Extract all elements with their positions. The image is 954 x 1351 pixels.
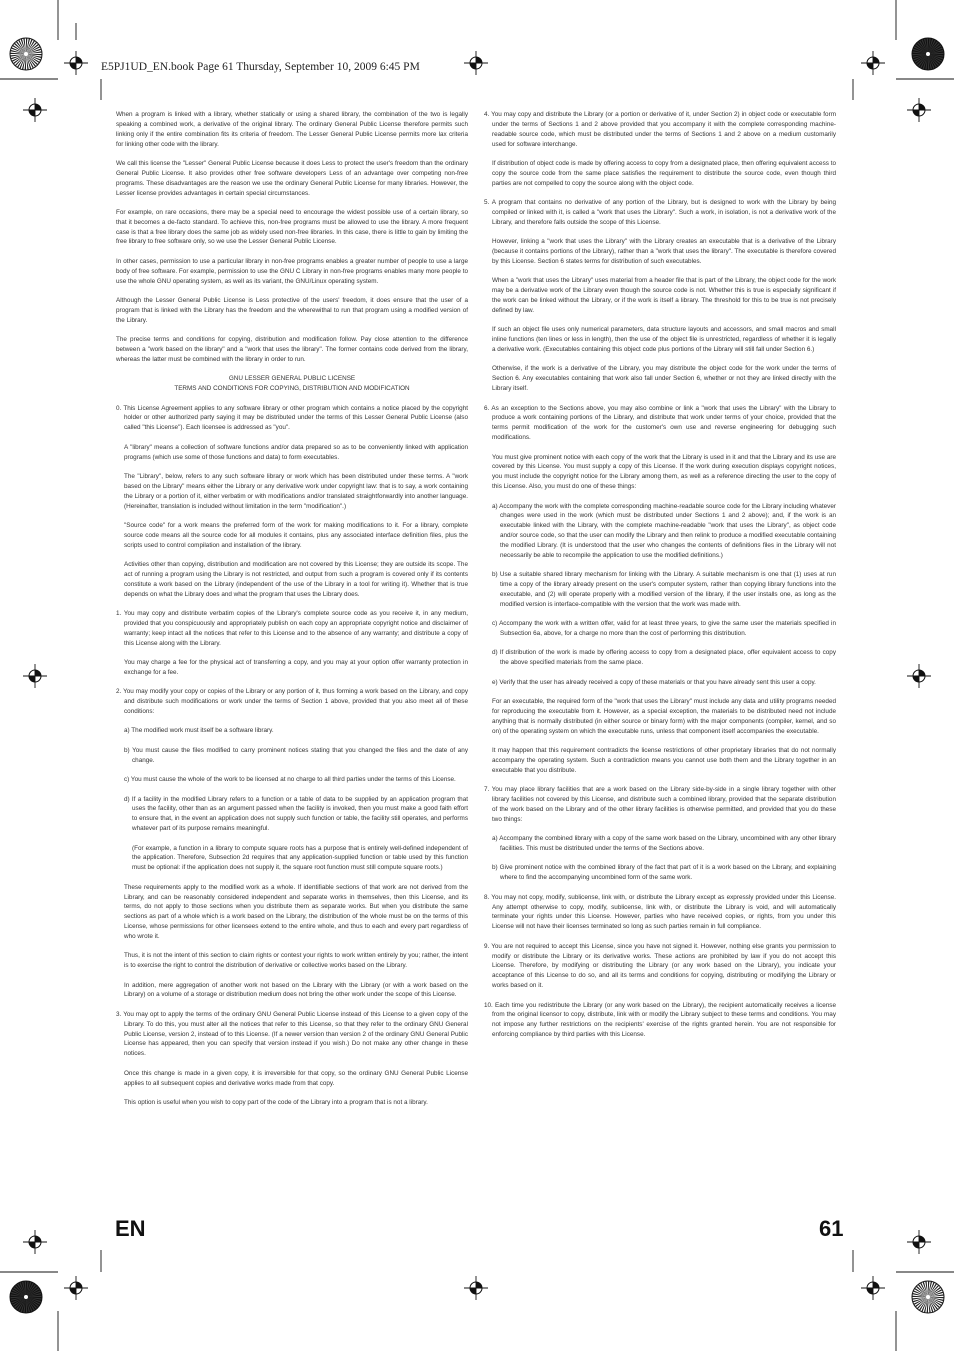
license-paragraph: Although the Lesser General Public License is Less protective of the users' freedom, it does ensure that the user of a program that is linked with the Library has the freedom and the wherewithal to run that program using a modified version of the Library. [116, 297, 468, 324]
license-paragraph: c) You must cause the whole of the work to be licensed at no charge to all third parties under the terms of this License. [124, 776, 456, 784]
crosshair-quadrant [35, 670, 41, 676]
crosshair-quadrant [867, 1288, 873, 1294]
crosshair-quadrant [35, 104, 41, 110]
crosshair-quadrant [29, 676, 35, 682]
license-paragraph: 5. A program that contains no derivative of any portion of the Library, but is designed to work with the Library by being compiled or linked with it, is called a "work that uses the Library". Such a work, in isolation, is not a derivative work of the Library, and therefore falls outside the scope of this License. [484, 199, 836, 226]
left-column [116, 110, 468, 1117]
crosshair-quadrant [35, 1236, 41, 1242]
license-paragraph: 7. You may place library facilities that are a work based on the Library side-by-side in a single library together with other library facilities not covered by this License, and distribute such a combined library, provided that the separate distribution of the work based on the Library and of the other library facilities is otherwise permitted, and provided that you do these two things: [484, 786, 836, 823]
crosshair-quadrant [470, 1288, 476, 1294]
license-paragraph: "Source code" for a work means the preferred form of the work for making modifications to it. For a library, complete source code means all the source code for all modules it contains, plus any associated interface definition files, plus the scripts used to control compilation and installation of the library. [124, 521, 468, 549]
license-paragraph: Once this change is made in a given copy, it is irreversible for that copy, so the ordinary GNU General Public License applies to all subsequent copies and derivative works made from that copy. [124, 1069, 468, 1087]
license-paragraph: For example, on rare occasions, there may be a special need to encourage the widest possible use of a certain library, so that it becomes a de-facto standard. To achieve this, non-free programs must be allowed to use the library. A more frequent case is that a free library does the same job as widely used non-free libraries. In this case, there is little to gain by limiting the free library to free software only, so we use the Lesser General Public License. [116, 208, 468, 246]
starburst-center [926, 52, 930, 56]
license-paragraph: Otherwise, if the work is a derivative of the Library, you may distribute the object code for the work under the terms of Section 6. Any executables containing that work also fall under Section 6, whether or not they are linked directly with the Library itself. [492, 365, 836, 393]
license-paragraph: 2. You may modify your copy or copies of the Library or any portion of it, thus forming a work based on the Library, and copy and distribute such modifications or work under the terms of Section 1 above, provided that you also meet all of these conditions: [116, 688, 468, 715]
license-paragraph: In other cases, permission to use a particular library in non-free programs enables a greater number of people to use a large body of free software. For example, permission to use the GNU C Library in non-free programs enables many more people to use the whole GNU operating system, as well as its variant, the GNU/Linux operating system. [116, 257, 468, 285]
license-paragraph: For an executable, the required form of the "work that uses the Library" must include any data and utility programs needed for reproducing the executable from it. However, as a special exception, the materials to be distributed need not include anything that is normally distributed (in either source or binary form) with the major components (compiler, kernel, and so on) of the operating system on which the executable runs, unless that component itself accompanies the executable. [492, 698, 836, 735]
crosshair-quadrant [29, 1242, 35, 1248]
crosshair-quadrant [476, 1282, 482, 1288]
license-paragraph: If distribution of object code is made by offering access to copy from a designated place, then offering equivalent access to copy the source code from the same place satisfies the requirement to distribute the source code, even though third parties are not compelled to copy the source along with the object code. [492, 159, 836, 187]
license-paragraph: d) If a facility in the modified Library refers to a function or a table of data to be supplied by an application program that uses the facility, other than as an argument passed when the facility is invoked, then you must make a good faith effort to ensure that, in the event an application does not supply such function or table, the facility still operates, and performs whatever part of its purpose remains meaningful. [124, 795, 468, 833]
license-paragraph: In addition, mere aggregation of another work not based on the Library with the Library (or with a work based on the Library) on a volume of a storage or distribution medium does not bring the other work under the scope of this License. [124, 981, 468, 999]
license-paragraph: 8. You may not copy, modify, sublicense, link with, or distribute the Library except as expressly provided under this License. Any attempt otherwise to copy, modify, sublicense, link with, or distribute the Library is void, and will automatically terminate your rights under this License. However, parties who have received copies, or rights, from you under this License will not have their licenses terminated so long as such parties remain in full compliance. [484, 893, 836, 931]
license-paragraph: You may charge a fee for the physical act of transferring a copy, and you may at your option offer warranty protection in exchange for a fee. [124, 659, 468, 676]
crosshair-quadrant [919, 1236, 925, 1242]
license-paragraph: 1. You may copy and distribute verbatim copies of the Library's complete source code as you receive it, in any medium, provided that you conspicuously and appropriately publish on each copy an appropriate copyright notice and disclaimer of warranty; keep intact all the notices that refer to this License and to the absence of any warranty; and distribute a copy of this License along with the Library. [116, 610, 468, 647]
crosshair-quadrant [70, 63, 76, 69]
license-paragraph: We call this license the "Lesser" General Public License because it does Less to protect the user's freedom than the ordinary General Public License. It also provides other free software developers Less of an advantage over competing non-free programs. These disadvantages are the reason we use the ordinary General Public License for many libraries. However, the Lesser license provides advantages in certain special circumstances. [116, 159, 468, 197]
license-paragraph: It may happen that this requirement contradicts the license restrictions of other proprietary libraries that do not normally accompany the operating system. Such a contradiction means you cannot use both them and the Library together in an executable that you distribute. [492, 747, 836, 774]
crosshair-quadrant [76, 57, 82, 63]
license-paragraph: If such an object file uses only numerical parameters, data structure layouts and accessors, and small macros and small inline functions (ten lines or less in length), then the use of the object file is unrestricted, regardless of whether it is legally a derivative work. (Executables containing this object code plus portions of the Library will still fall under Section 6.) [492, 326, 836, 353]
language-label: EN [115, 1216, 146, 1241]
book-info-header: E5PJ1UD_EN.book Page 61 Thursday, September 10, 2009 6:45 PM [101, 61, 420, 73]
license-paragraph: 9. You are not required to accept this License, since you have not signed it. However, nothing else grants you permission to modify or distribute the Library or its derivative works. These actions are prohibited by law if you do not accept this License. Therefore, by modifying or distributing the Library (or any work based on the Library), you indicate your acceptance of this License to do so, and all its terms and conditions for copying, distributing or modifying the Library or works based on it. [484, 942, 836, 990]
license-paragraph: A "library" means a collection of software functions and/or data prepared so as to be conveniently linked with application programs (which use some of those functions and data) to form executables. [124, 443, 468, 461]
license-paragraph: a) Accompany the combined library with a copy of the same work based on the Library, uncombined with any other library facilities. This must be distributed under the terms of the Sections above. [492, 835, 836, 853]
license-paragraph: c) Accompany the work with a written offer, valid for at least three years, to give the same user the materials specified in Subsection 6a, above, for a charge no more than the cost of performing this distribution. [492, 620, 836, 637]
starburst-center [24, 52, 28, 56]
license-paragraph: 10. Each time you redistribute the Library (or any work based on the Library), the recipient automatically receives a license from the original licensor to copy, distribute, link with or modify the Library subject to these terms and conditions. You may not impose any further restrictions on the recipients' exercise of the rights granted herein. You are not responsible for enforcing compliance by third parties with this License. [484, 1001, 836, 1039]
license-paragraph: a) Accompany the work with the complete corresponding machine-readable source code for the Library including whatever changes were used in the work (which must be distributed under Sections 1 and 2 above); and, if the work is an executable linked with the Library, with the complete machine-readable "work that uses the Library", as object code and/or source code, so that the user can modify the Library and then relink to produce a modified executable containing the modified Library. (It is understood that the user who changes the contents of definitions files in the Library will not necessarily be able to recompile the application to use the modified definitions.) [492, 502, 836, 559]
right-column [484, 110, 836, 1050]
crosshair-quadrant [476, 57, 482, 63]
license-paragraph: 0. This License Agreement applies to any software library or other program which contains a notice placed by the copyright holder or other authorized party saying it may be distributed under the terms of this Lesser General Public License (also called "this License"). Each licensee is addressed as "you". [116, 404, 468, 432]
crosshair-quadrant [913, 676, 919, 682]
license-paragraph: The precise terms and conditions for copying, distribution and modification follow. Pay close attention to the difference between a "work based on the library" and a "work that uses the library". The former contains code derived from the library, whereas the latter must be combined with the library in order to run. [116, 336, 468, 363]
crosshair-quadrant [873, 57, 879, 63]
page-number: 61 [819, 1216, 844, 1241]
crosshair-quadrant [76, 1282, 82, 1288]
crosshair-quadrant [29, 110, 35, 116]
license-paragraph: 3. You may opt to apply the terms of the ordinary GNU General Public License instead of this License to a given copy of the Library. To do this, you must alter all the notices that refer to this License, so that they refer to the ordinary GNU General Public License, version 2, instead of to this License. (If a newer version than version 2 of the ordinary GNU General Public License has appeared, then you can specify that version instead if you wish.) Do not make any other change in these notices. [116, 1010, 468, 1058]
license-paragraph: b) Use a suitable shared library mechanism for linking with the Library. A suitable mechanism is one that (1) uses at run time a copy of the library already present on the user's computer system, rather than copying library functions into the executable, and (2) will operate properly with a modified version of the library, if the user installs one, as long as the modified version is interface-compatible with the version that the work was made with. [492, 571, 836, 608]
license-paragraph: These requirements apply to the modified work as a whole. If identifiable sections of that work are not derived from the Library, and can be reasonably considered independent and separate works in themselves, then this License, and its terms, do not apply to those sections when you distribute them as separate works. But when you distribute the same sections as part of a whole which is a work based on the Library, the distribution of the whole must be on the terms of this License, whose permissions for other licensees extend to the entire whole, and thus to each and every part regardless of who wrote it. [124, 883, 468, 940]
starburst-center [24, 1295, 28, 1299]
license-paragraph: 4. You may copy and distribute the Library (or a portion or derivative of it, under Section 2) in object code or executable form under the terms of Sections 1 and 2 above provided that you accompany it with the complete corresponding machine-readable source code, which must be distributed under the terms of Sections 1 and 2 above on a medium customarily used for software interchange. [484, 111, 836, 148]
crosshair-quadrant [70, 1288, 76, 1294]
license-paragraph: b) You must cause the files modified to carry prominent notices stating that you changed the files and the date of any change. [124, 746, 468, 764]
crosshair-quadrant [919, 670, 925, 676]
crosshair-quadrant [873, 1282, 879, 1288]
license-paragraph: The "Library", below, refers to any such software library or work which has been distributed under these terms. A "work based on the Library" means either the Library or any derivative work under copyright law: that is to say, a work containing the Library or a portion of it, either verbatim or with modifications and/or translated straightforwardly into another language. (Hereinafter, translation is included without limitation in the term "modification".) [124, 472, 468, 510]
crosshair-quadrant [470, 63, 476, 69]
license-paragraph: b) Give prominent notice with the combined library of the fact that part of it is a work based on the Library, and explaining where to find the accompanying uncombined form of the same work. [492, 864, 836, 882]
crosshair-quadrant [913, 1242, 919, 1248]
starburst-center [926, 1295, 930, 1299]
license-paragraph: Activities other than copying, distribution and modification are not covered by this License; they are outside its scope. The act of running a program using the Library is not restricted, and output from such a program is covered only if its contents constitute a work based on the Library (independent of the use of the Library in a tool for writing it). Whether that is true depends on what the Library does and what the program that uses the Library does. [124, 561, 468, 598]
license-paragraph: 6. As an exception to the Sections above, you may also combine or link a "work that uses the Library" with the Library to produce a work containing portions of the Library, and distribute that work under terms of your choice, provided that the terms permit modification of the work for the customer's own use and reverse engineering for debugging such modifications. [484, 404, 836, 442]
license-paragraph: d) If distribution of the work is made by offering access to copy from a designated place, offer equivalent access to copy the above specified materials from the same place. [492, 649, 836, 667]
license-paragraph: This option is useful when you wish to copy part of the code of the Library into a program that is not a library. [124, 1098, 428, 1106]
license-paragraph: GNU LESSER GENERAL PUBLIC LICENSE TERMS AND CONDITIONS FOR COPYING, DISTRIBUTION AND MODIFICATION [174, 375, 410, 393]
crosshair-quadrant [913, 110, 919, 116]
license-paragraph: e) Verify that the user has already received a copy of these materials or that you have already sent this user a copy. [492, 678, 816, 686]
license-paragraph: However, linking a "work that uses the Library" with the Library creates an executable that is a derivative of the Library (because it contains portions of the Library), rather than a "work that uses the library". The executable is therefore covered by this License. Section 6 states terms for distribution of such executables. [492, 238, 836, 265]
license-paragraph: a) The modified work must itself be a software library. [124, 727, 274, 735]
crosshair-quadrant [919, 104, 925, 110]
license-paragraph: (For example, a function in a library to compute square roots has a purpose that is entirely well-defined independent of the application. Therefore, Subsection 2d requires that any application-supplied function or table used by this function must be optional: if the application does not supply it, the square root function must still compute square roots.) [132, 844, 468, 872]
crosshair-quadrant [867, 63, 873, 69]
license-paragraph: Thus, it is not the intent of this section to claim rights or contest your rights to work written entirely by you; rather, the intent is to exercise the right to control the distribution of derivative or collective works based on the Library. [124, 952, 468, 970]
license-paragraph: When a "work that uses the Library" uses material from a header file that is part of the Library, the object code for the work may be a derivative work of the Library even though the source code is not. Whether this is true is especially significant if the work can be linked without the Library, or if the work is itself a library. The threshold for this to be true is not precisely defined by law. [492, 277, 836, 314]
license-paragraph: You must give prominent notice with each copy of the work that the Library is used in it and that the Library and its use are covered by this License. You must supply a copy of this License. If the work during execution displays copyright notices, you must include the copyright notice for the Library among them, as well as a reference directing the user to the copy of this License. Also, you must do one of these things: [492, 453, 836, 491]
license-paragraph: When a program is linked with a library, whether statically or using a shared library, the combination of the two is legally speaking a combined work, a derivative of the original library. The ordinary General Public License therefore permits such linking only if the entire combination fits its criteria of freedom. The Lesser General Public License permits more lax criteria for linking other code with the library. [116, 111, 468, 148]
